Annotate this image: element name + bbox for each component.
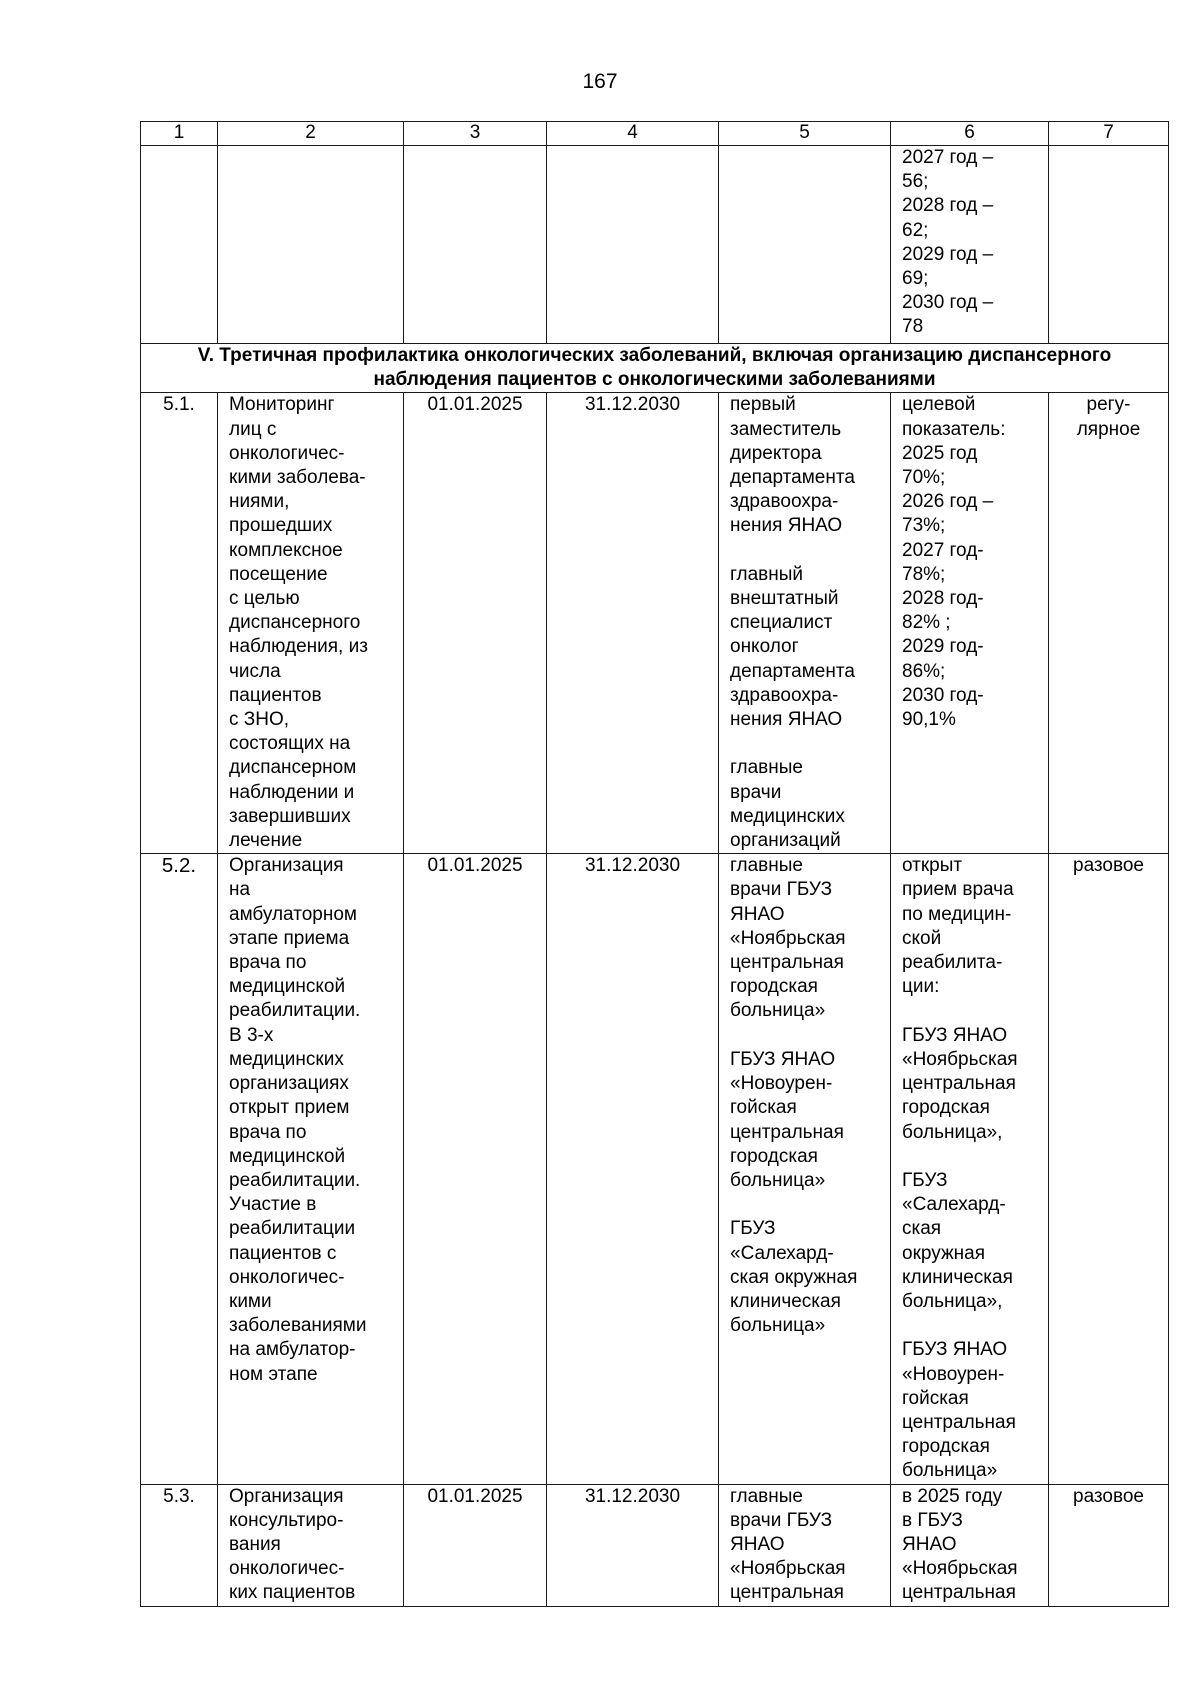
row-number: 5.2. — [141, 854, 218, 1484]
table-row — [141, 854, 1169, 1484]
responsible-cell: главные врачи ГБУЗ ЯНАО «Ноябрьская центральная — [719, 1484, 891, 1606]
result-cell: целевой показатель: 2025 год 70%; 2026 год – 73%; 2027 год- 78%; 2028 год- 82% ; 2029 год- 86%; 2030 год- 90,1% — [891, 393, 1049, 854]
end-date: 31.12.2030 — [547, 854, 719, 1484]
start-date: 01.01.2025 — [404, 1484, 547, 1606]
continuation-row — [141, 146, 1169, 344]
indicator-cell: 2027 год – 56; 2028 год – 62; 2029 год – 69; 2030 год – 78 — [891, 146, 1049, 344]
end-date: 31.12.2030 — [547, 393, 719, 854]
section-row — [141, 344, 1169, 393]
responsible-cell: первый заместитель директора департамента здравоохра- нения ЯНАО главный внештатный специалист онколог департамента здравоохра- нения ЯНАО главные врачи медицинских организаций — [719, 393, 891, 854]
column-number-row — [141, 122, 1169, 146]
column-number: 5 — [719, 122, 891, 146]
empty-cell — [719, 146, 891, 344]
row-number: 5.3. — [141, 1484, 218, 1606]
result-cell: в 2025 году в ГБУЗ ЯНАО «Ноябрьская центральная — [891, 1484, 1049, 1606]
empty-cell — [218, 146, 404, 344]
empty-cell — [404, 146, 547, 344]
empty-cell — [141, 146, 218, 344]
event-cell: Мониторинг лиц с онкологичес- кими заболева- ниями, прошедших комплексное посещение с целью диспансерного наблюдения, из числа пациентов с ЗНО, состоящих на диспансерном наблюдении и завершивших лечение — [218, 393, 404, 854]
column-number: 3 — [404, 122, 547, 146]
event-type: регу- лярное — [1049, 393, 1169, 854]
column-number: 7 — [1049, 122, 1169, 146]
table-row — [141, 393, 1169, 854]
row-number: 5.1. — [141, 393, 218, 854]
page-number: 167 — [582, 70, 618, 93]
column-number: 4 — [547, 122, 719, 146]
table-row — [141, 1484, 1169, 1606]
event-cell: Организация консультиро- вания онкологичес- ких пациентов — [218, 1484, 404, 1606]
column-number: 6 — [891, 122, 1049, 146]
start-date: 01.01.2025 — [404, 854, 547, 1484]
empty-cell — [1049, 146, 1169, 344]
column-number: 1 — [141, 122, 218, 146]
plan-table — [140, 121, 1169, 1607]
column-number: 2 — [218, 122, 404, 146]
event-type: разовое — [1049, 1484, 1169, 1606]
section-title: V. Третичная профилактика онкологических заболеваний, включая организацию диспансерного наблюдения пациентов с онкологическими заболеваниями — [141, 344, 1169, 393]
end-date: 31.12.2030 — [547, 1484, 719, 1606]
event-type: разовое — [1049, 854, 1169, 1484]
result-cell: открыт прием врача по медицин- ской реабилита- ции: ГБУЗ ЯНАО «Ноябрьская центральная городская больница», ГБУЗ «Салехард- ская окружная клиническая больница», ГБУЗ ЯНАО «Новоурен- гойская центральная городская больница» — [891, 854, 1049, 1484]
empty-cell — [547, 146, 719, 344]
event-cell: Организация на амбулаторном этапе приема врача по медицинской реабилитации. В 3-х медицинских организациях открыт прием врача по медицинской реабилитации. Участие в реабилитации пациентов с онкологичес- кими заболеваниями на амбулатор- ном этапе — [218, 854, 404, 1484]
responsible-cell: главные врачи ГБУЗ ЯНАО «Ноябрьская центральная городская больница» ГБУЗ ЯНАО «Новоурен- гойская центральная городская больница» ГБУЗ «Салехард- ская окружная клиническая больница» — [719, 854, 891, 1484]
start-date: 01.01.2025 — [404, 393, 547, 854]
